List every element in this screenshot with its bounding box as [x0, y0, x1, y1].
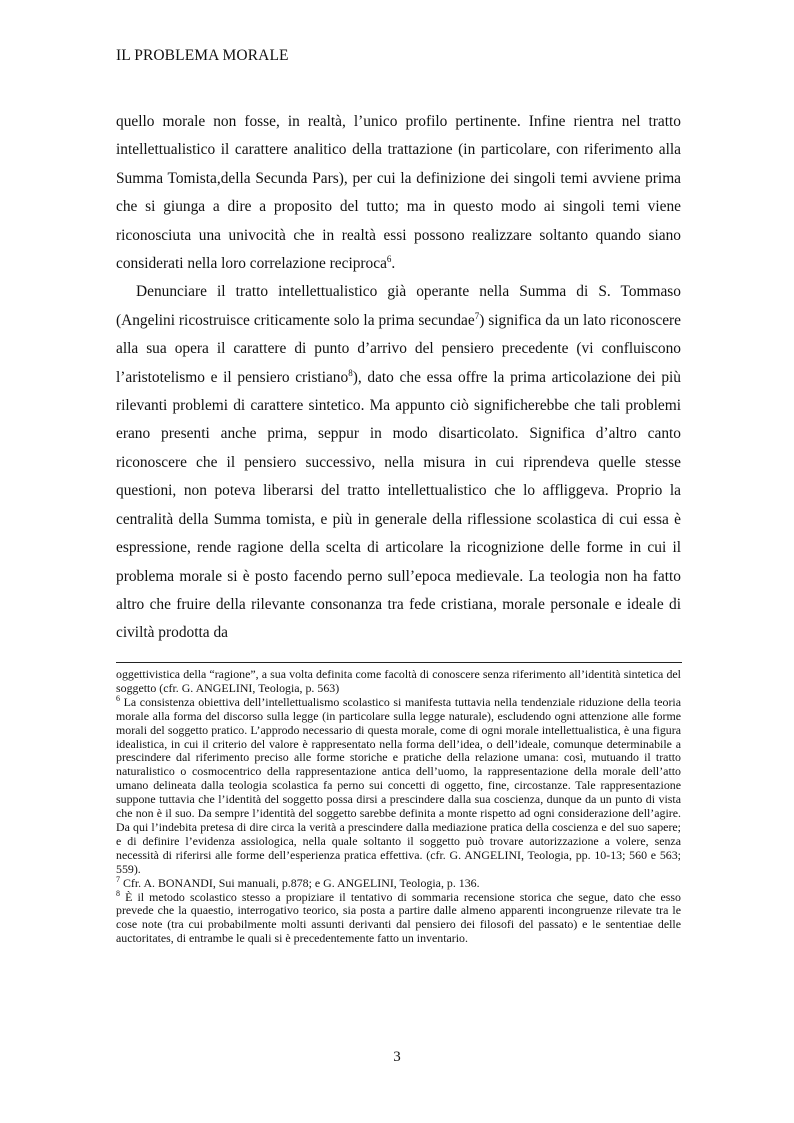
footnotes	[116, 668, 681, 946]
paragraph-1	[116, 108, 681, 278]
footnote-8	[116, 888, 681, 947]
footnote-text: Cfr. A. BONANDI, Sui manuali, p.878; e G. ANGELINI, Teologia, p. 136.	[120, 875, 480, 890]
paragraph-1-end: .	[391, 255, 396, 273]
paragraph-2	[116, 278, 681, 647]
footnote-text: È il metodo scolastico stesso a propiziare il tentativo di sommaria recensione storica che segue, dato che esso prevede che la quaestio, interrogativo teorico, sia posta a partire dalle almeno apparenti incongruenze rilevate tra le cose note (tra cui probabilmente molti assunti derivanti dal pensiero dei filosofi del passato) e le sententiae delle auctoritates, di entrambe le quali si è precedentemente fatto un inventario.	[116, 889, 681, 946]
footnote-number: 6	[116, 693, 120, 703]
paragraph-2-text-a: Denunciare il tratto intellettualistico già operante nella Summa di S. Tommaso (Angelini ricostruisce criticamente solo la prima secundae	[116, 283, 681, 329]
footnote-ref-6[interactable]: 6	[386, 253, 392, 264]
footnote-separator	[116, 662, 682, 663]
footnote-number: 8	[116, 888, 120, 898]
footnote-ref-8[interactable]: 8	[348, 367, 353, 378]
running-header: IL PROBLEMA MORALE	[116, 47, 289, 64]
footnote-text: La consistenza obiettiva dell’intellettualismo scolastico si manifesta tuttavia nella tendenziale riduzione della teoria morale alla forma del discorso sulla legge (in particolare sulla legge naturale), escludendo ogni attenzione alle forme morali del soggetto pratico. L’approdo necessario di questa morale, come di ogni morale intellettualistica, è una figura idealistica, in cui il criterio del valore è rappresentato nella forma dell’idea, o dell’ideale, comunque determinabile a prescindere dal riferimento preciso alle forme storiche e pratiche della relazione umana: così, mutuando il tratto naturalistico o cosmocentrico della rappresentazione antica dell’uomo, la rappresentazione della morale dell’atto umano delineata dalla teologia scolastica fa perno sui concetti di oggetto, fine, circostanze. Tale rappresentazione suppone tuttavia che l’identità del soggetto possa dirsi a prescindere dalla sua coscienza, dunque da un punto di vista che non è il suo. Da sempre l’identità del soggetto sarebbe definita a monte rispetto ad ogni considerazione dell’agire. Da qui l’indebita pretesa di dire circa la verità a prescindere dalla mediazione pratica della coscienza e del suo sapere; e di definire l’evidenza assiologica, nella quale soltanto il soggetto può trovare autorizzazione a volere, senza necessità di riferirsi alle forme dell’esperienza pratica effettiva. (cfr. G. ANGELINI, Teologia, pp. 10-13; 560 e 563; 559).	[116, 694, 681, 876]
footnote-7	[116, 874, 681, 891]
footnote-number: 7	[116, 874, 120, 884]
paragraph-2-text-c: ), dato che essa offre la prima articolazione dei più rilevanti problemi di carattere sintetico. Ma appunto ciò significherebbe che tali problemi erano presenti anche prima, seppur in modo disarticolato. Significa d’altro canto riconoscere che il pensiero successivo, nella misura in cui riprendeva quelle stesse questioni, non poteva liberarsi del tratto intellettualistico che lo affliggeva. Proprio la centralità della Summa tomista, e più in generale della riflessione scolastica di cui essa è espressione, rende ragione della scelta di articolare la ricognizione delle forme in cui il problema morale si è posto facendo perno sull’epoca medievale. La teologia non ha fatto altro che fruire della rilevante consonanza tra fede cristiana, morale personale e ideale di civiltà prodotta da	[116, 368, 681, 642]
page-number: 3	[393, 1049, 401, 1065]
footnote-6	[116, 693, 681, 877]
footnote-continuation: oggettivistica della “ragione”, a sua volta definita come facoltà di conoscere senza riferimento all’identità sintetica del soggetto (cfr. G. ANGELINI, Teologia, p. 563)	[116, 667, 681, 695]
paragraph-1-text: quello morale non fosse, in realtà, l’unico profilo pertinente. Infine rientra nel tratto intellettualistico il carattere analitico della trattazione (in particolare, con riferimento alla Summa Tomista,della Secunda Pars), per cui la definizione dei singoli temi avviene prima che si giunga a dire a proposito del tutto; ma in questo modo ai singoli temi viene riconosciuta una univocità che in realtà essi possono realizzare soltanto quando siano considerati nella loro correlazione reciproca	[116, 113, 681, 273]
paragraph-2-text-b: ) significa da un lato riconoscere alla sua opera il carattere di punto d’arrivo del pensiero precedente (vi confluiscono l’aristotelismo e il pensiero cristiano	[116, 311, 681, 386]
main-text	[116, 108, 681, 648]
footnote-ref-7[interactable]: 7	[474, 310, 480, 321]
